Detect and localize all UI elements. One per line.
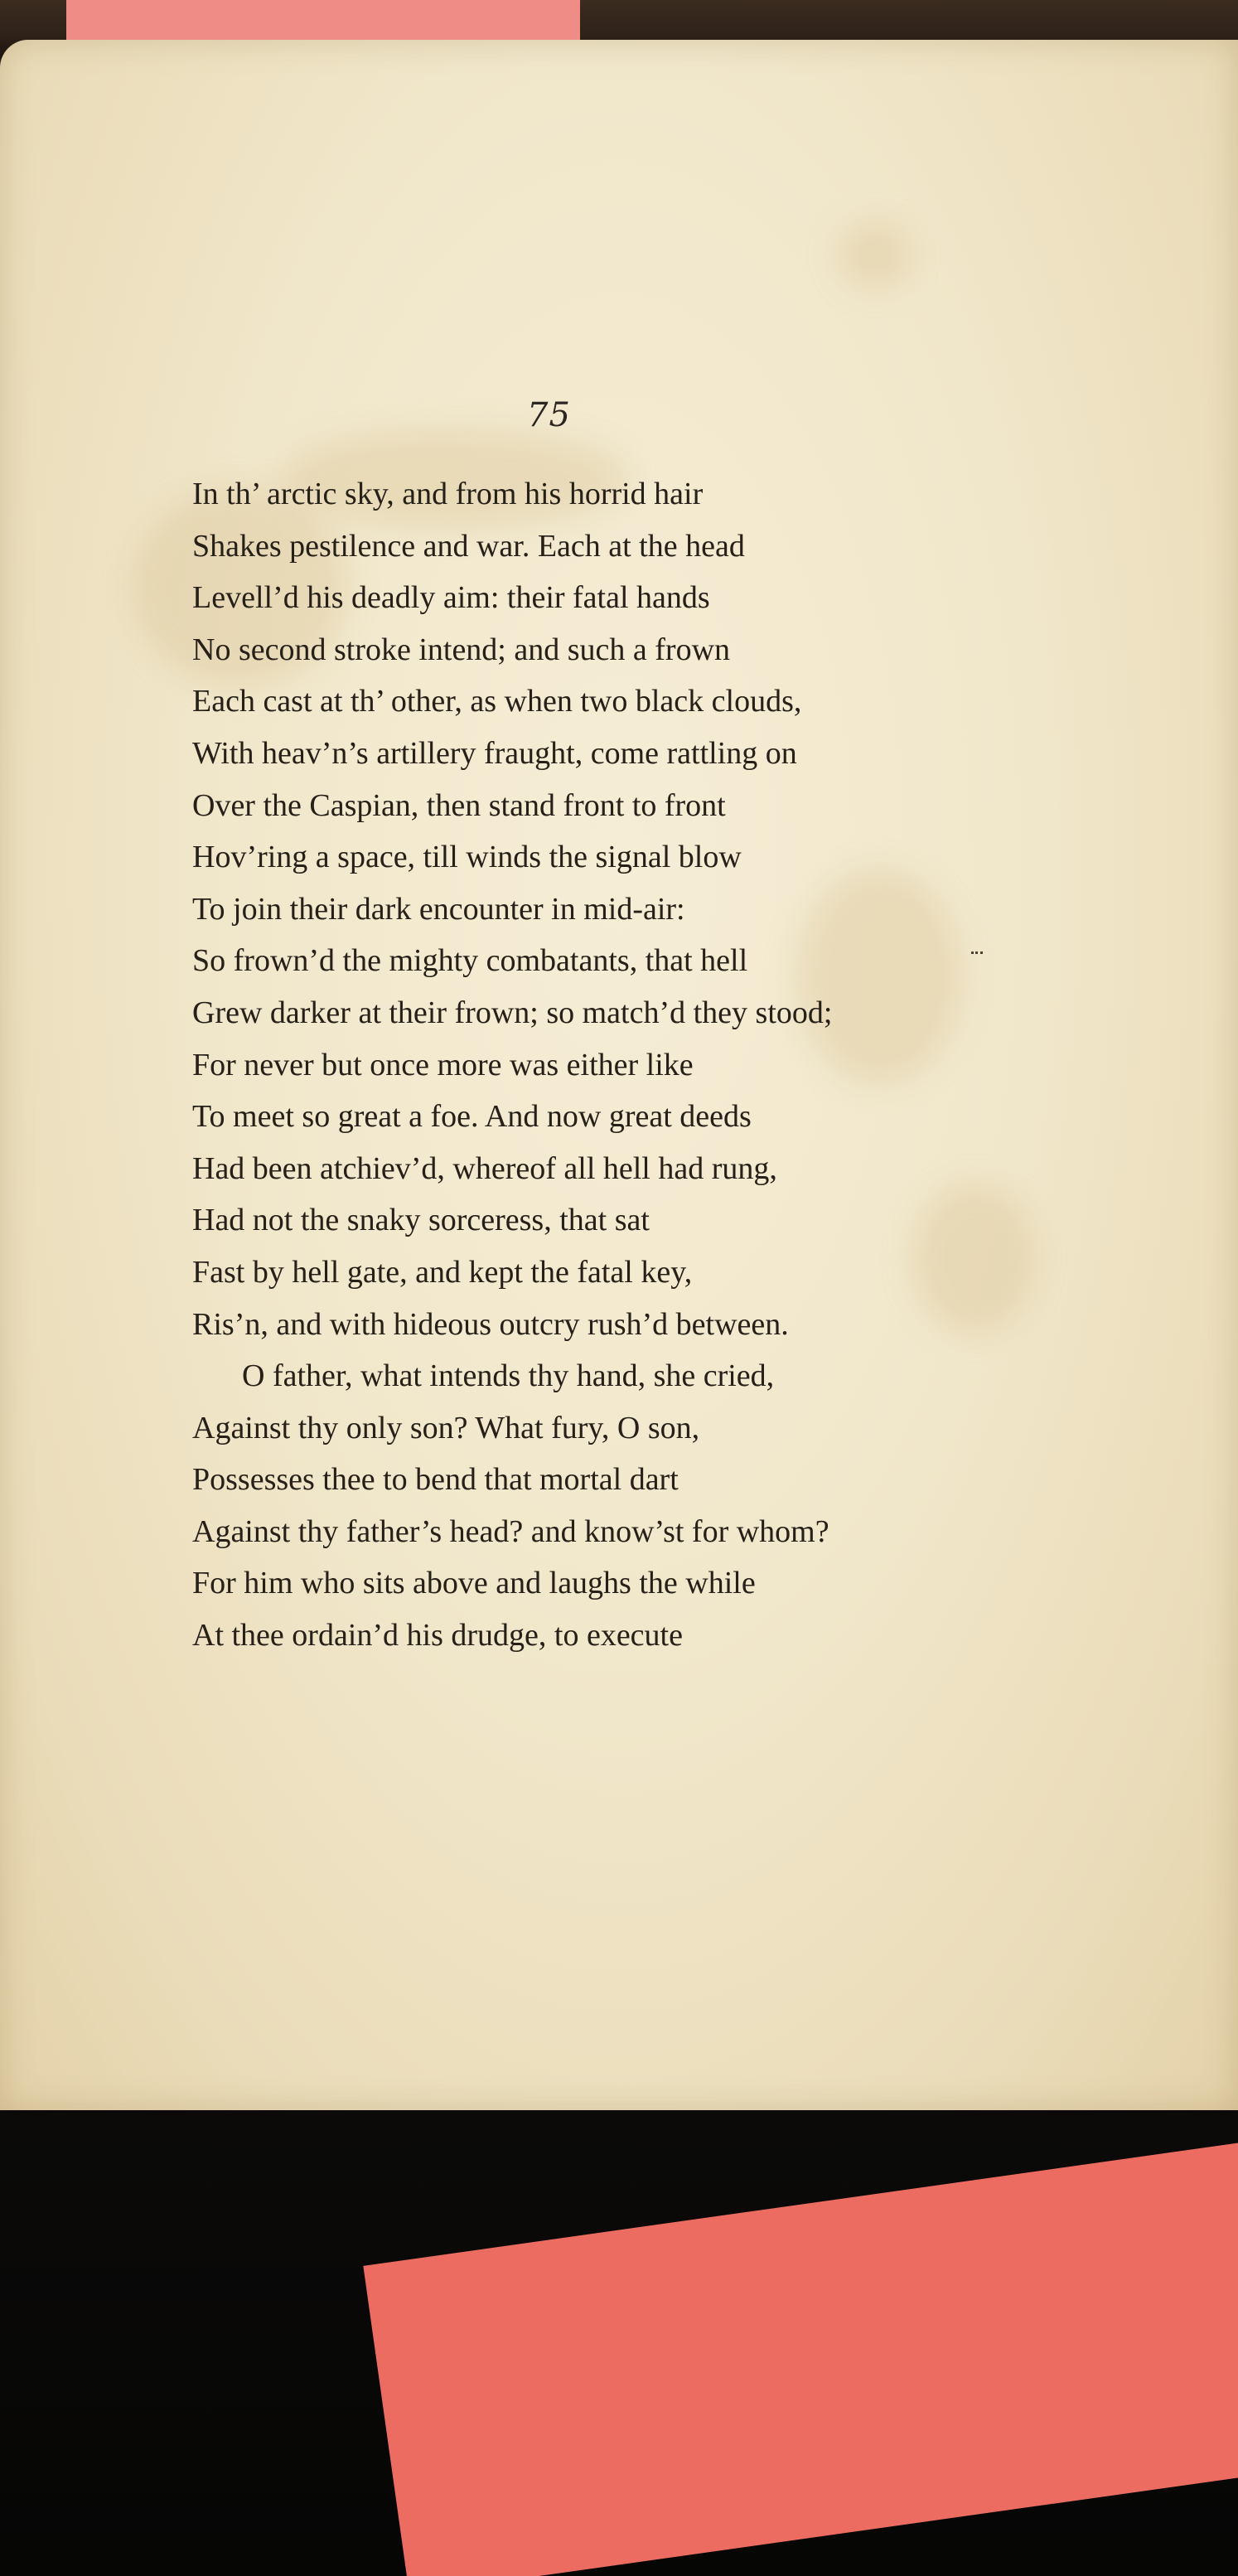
poem-line: For never but once more was either like (192, 1047, 694, 1082)
poem-line: Fast by hell gate, and kept the fatal key, (192, 1254, 693, 1290)
margin-dot-mark (971, 951, 983, 957)
poem-line: No second stroke intend; and such a frown (192, 632, 731, 667)
poem-line: Shakes pestilence and war. Each at the head (192, 528, 745, 564)
poem-line: Over the Caspian, then stand front to front (192, 787, 726, 823)
poem-line: Each cast at th’ other, as when two black clouds, (192, 684, 802, 719)
poem-line: Had been atchiev’d, whereof all hell had rung, (192, 1150, 777, 1186)
poem-line: For him who sits above and laughs the while (192, 1566, 756, 1601)
pink-paper-slip-top (66, 0, 580, 45)
poem-line: At thee ordain’d his drudge, to execute (192, 1618, 683, 1654)
poem-line: Against thy father’s head? and know’st for whom? (192, 1513, 829, 1549)
poem-line: Ris’n, and with hideous outcry rush’d between. (192, 1306, 789, 1342)
page-number: 75 (527, 396, 571, 434)
poem-line: Had not the snaky sorceress, that sat (192, 1203, 650, 1238)
poem-line: Against thy only son? What fury, O son, (192, 1410, 700, 1445)
poem-line: Grew darker at their frown; so match’d they stood; (192, 995, 833, 1030)
poem-line: So frown’d the mighty combatants, that hell (192, 943, 748, 979)
poem-line: O father, what intends thy hand, she cried, (242, 1358, 775, 1394)
poem-line: With heav’n’s artillery fraught, come rattling on (192, 735, 797, 771)
poem-line: In th’ arctic sky, and from his horrid hair (192, 477, 704, 511)
poem-line: To join their dark encounter in mid-air: (192, 891, 685, 927)
poem-line: Possesses thee to bend that mortal dart (192, 1462, 679, 1498)
poem-line: Hov’ring a space, till winds the signal blow (192, 840, 742, 875)
poem-text (192, 468, 1021, 1662)
foxing-stain (837, 222, 912, 288)
poem-line: Levell’d his deadly aim: their fatal hands (192, 580, 710, 616)
poem-line: To meet so great a foe. And now great deeds (192, 1099, 752, 1135)
